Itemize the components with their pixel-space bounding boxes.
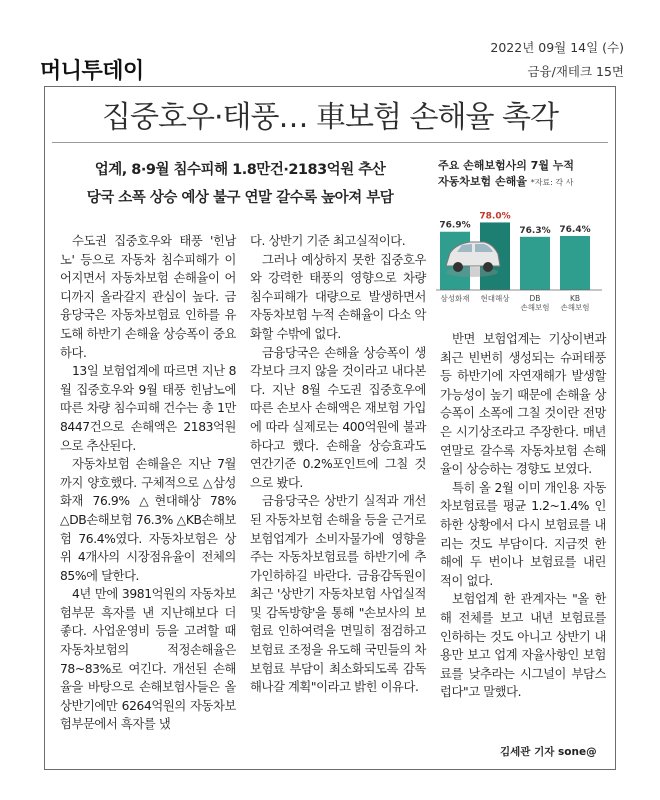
subheadline-1: 업계, 8·9월 침수피해 1.8만건·2183억원 추산 bbox=[94, 162, 386, 178]
section-page: 금융/재테크 15면 bbox=[527, 64, 624, 79]
article-column-3 bbox=[440, 330, 606, 702]
paragraph: 보험업계 한 관계자는 "올 한해 전체를 보고 내년 보험료를 인하하는 것도 아니고 상반기 내용만 보고 업계 자율사항인 보험료를 낮추라는 시그널이 부담스럽다"고 말했다. bbox=[440, 592, 606, 700]
headline: 집중호우·태풍… 車보험 손해율 촉각 bbox=[102, 100, 558, 135]
paragraph: 다. 상반기 기준 최고실적이다. bbox=[250, 234, 406, 248]
bar-value-label: 76.9% bbox=[439, 220, 471, 231]
category-label: 현대해상 bbox=[480, 294, 510, 303]
chart-title-line: 주요 손해보험사의 7월 누적 bbox=[438, 159, 575, 172]
masthead-logo: 머니투데이 bbox=[40, 59, 144, 84]
bar-value-label: 76.4% bbox=[559, 224, 591, 235]
bar-value-label: 76.3% bbox=[519, 225, 551, 236]
category-label: 삼성화재 bbox=[440, 294, 470, 303]
bar-chart bbox=[432, 152, 608, 322]
paragraph: 그러나 예상하지 못한 집중호우와 강력한 태풍의 영향으로 차량 침수피해가 대량으로 발생하면서 자동차보험 누적 손해율이 다소 악화할 수밖에 없다. bbox=[250, 252, 426, 341]
paragraph: 수도권 집중호우와 태풍 '힌남노' 등으로 자동차 침수피해가 이어지면서 자동차보험 손해율이 어디까지 올라갈지 관심이 높다. 금융당국은 자동차보험료 인하를 유도해 하반기 손해율 상승폭이 중요하다. bbox=[60, 234, 236, 360]
subheadline-2: 당국 소폭 상승 예상 불구 연말 갈수록 높아져 부담 bbox=[86, 190, 394, 206]
paragraph: 4년 만에 3981억원의 자동차보험부문 흑자를 낸 지난해보다 더 좋다. 사업운영비 등을 고려할 때 자동차보험의 적정손해율은 78~83%로 여긴다. 개선된 손해율을 바탕으로 손해보험사들은 올 상반기에만 6264억원의 자동차보험부문에서 흑자를 냈 bbox=[60, 587, 236, 732]
paragraph: 금융당국은 손해율 상승폭이 생각보다 크지 않을 것이라고 내다본다. 지난 8월 수도권 집중호우에 따른 손보사 손해액은 재보험 가입에 따라 실제로는 400억원에 불과하다고 했다. 손해율 상승효과도 연간기준 0.2%포인트에 그칠 것으로 봤다. bbox=[250, 345, 426, 490]
chart-title-line: 자동차보험 손해율 bbox=[438, 175, 527, 188]
byline: 김세관 기자 sone@ bbox=[500, 746, 597, 758]
category-label: 손해보험 bbox=[520, 303, 550, 312]
chart-box bbox=[432, 152, 608, 322]
bar bbox=[560, 236, 590, 290]
article-column-2 bbox=[250, 232, 426, 697]
paragraph: 자동차보험 손해율은 지난 7월까지 양호했다. 구체적으로 △삼성화재 76.9% △현대해상 78% △DB손해보험 76.3% △KB손해보험 76.4%였다. 자동차보험은 상위 4개사의 시장점유율이 전체의 85%에 달한다. bbox=[60, 457, 236, 583]
category-label: 손해보험 bbox=[560, 303, 590, 312]
bar-value-label: 78.0% bbox=[479, 211, 511, 222]
paragraph: 13일 보험업계에 따르면 지난 8월 집중호우와 9월 태풍 힌남노에 따른 차량 침수피해 건수는 총 1만8447건으로 손해액은 2183억원으로 추산된다. bbox=[60, 364, 236, 453]
issue-date: 2022년 09월 14일 (수) bbox=[490, 40, 624, 55]
bar bbox=[520, 237, 550, 290]
headline-rule bbox=[52, 142, 608, 143]
paragraph: 반면 보험업계는 기상이변과 최근 빈번히 생성되는 슈퍼태풍 등 하반기에 자연재해가 발생할 가능성이 높기 때문에 손해율 상승폭이 소폭에 그칠 것이란 전망은 시기상조라고 주장한다. 매년 연말로 갈수록 자동차보험 손해율이 상승하는 경향도 보였다. bbox=[440, 332, 606, 477]
chart-source-note: *자료: 각 사 bbox=[530, 178, 574, 187]
category-label: DB bbox=[529, 294, 541, 303]
paragraph: 특히 올 2월 이미 개인용 자동차보험료를 평균 1.2~1.4% 인하한 상황에서 다시 보험료를 내리는 것도 부담이다. 지금껏 한 해에 두 번이나 보험료를 내린 적이 없다. bbox=[440, 480, 606, 588]
article-column-1 bbox=[60, 232, 236, 734]
category-label: KB bbox=[569, 294, 581, 303]
paragraph: 금융당국은 상반기 실적과 개선된 자동차보험 손해율 등을 근거로 보험업계가 소비자물가에 영향을 주는 자동차보험료를 하반기에 추가인하하길 바란다. 금융감독원이 최근 '상반기 자동차보험 사업실적 및 감독방향'을 통해 "손보사의 보험료 인하여력을 면밀히 점검하고 보험료 조정을 유도해 국민들의 차보험료 부담이 최소화되도록 감독해나갈 계획"이라고 밝힌 이유다. bbox=[250, 494, 426, 695]
